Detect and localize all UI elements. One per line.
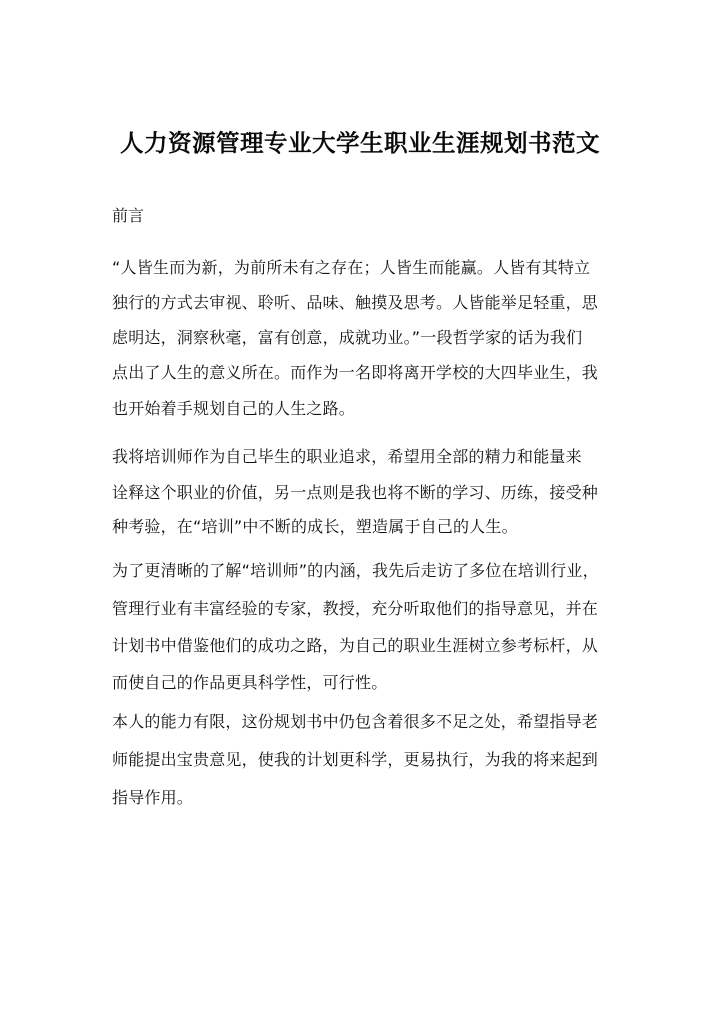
paragraph-line: 为了更清晰的了解“培训师”的内涵，我先后走访了多位在培训行业， <box>112 561 599 580</box>
document-title: 人力资源管理专业大学生职业生涯规划书范文 <box>120 129 600 157</box>
paragraph-line: 管理行业有丰富经验的专家，教授，充分听取他们的指导意见，并在 <box>112 599 599 618</box>
paragraph-line: 种考验，在“培训”中不断的成长，塑造属于自己的人生。 <box>112 517 518 536</box>
section-heading-preface: 前言 <box>112 206 145 225</box>
paragraph-line: 诠释这个职业的价值，另一点则是我也将不断的学习、历练，接受种 <box>112 483 599 502</box>
paragraph-line: 本人的能力有限，这份规划书中仍包含着很多不足之处，希望指导老 <box>112 712 599 731</box>
paragraph-line: 指导作用。 <box>112 788 194 807</box>
paragraph-line: 点出了人生的意义所在。而作为一名即将离开学校的大四毕业生，我 <box>112 363 599 382</box>
paragraph-line: 我将培训师作为自己毕生的职业追求，希望用全部的精力和能量来 <box>112 447 582 466</box>
paragraph-line: 师能提出宝贵意见，使我的计划更科学，更易执行，为我的将来起到 <box>112 750 599 769</box>
paragraph-line: 计划书中借鉴他们的成功之路，为自己的职业生涯树立参考标杆，从 <box>112 636 599 655</box>
paragraph-line: 而使自己的作品更具科学性，可行性。 <box>112 673 388 692</box>
paragraph-line: “人皆生而为新，为前所未有之存在；人皆生而能赢。人皆有其特立 <box>112 258 591 277</box>
paragraph-line: 独行的方式去审视、聆听、品味、触摸及思考。人皆能举足轻重，思 <box>112 293 599 312</box>
paragraph-line: 也开始着手规划自己的人生之路。 <box>112 399 356 418</box>
paragraph-line: 虑明达，洞察秋毫，富有创意，成就功业。”一段哲学家的话为我们 <box>112 328 583 347</box>
